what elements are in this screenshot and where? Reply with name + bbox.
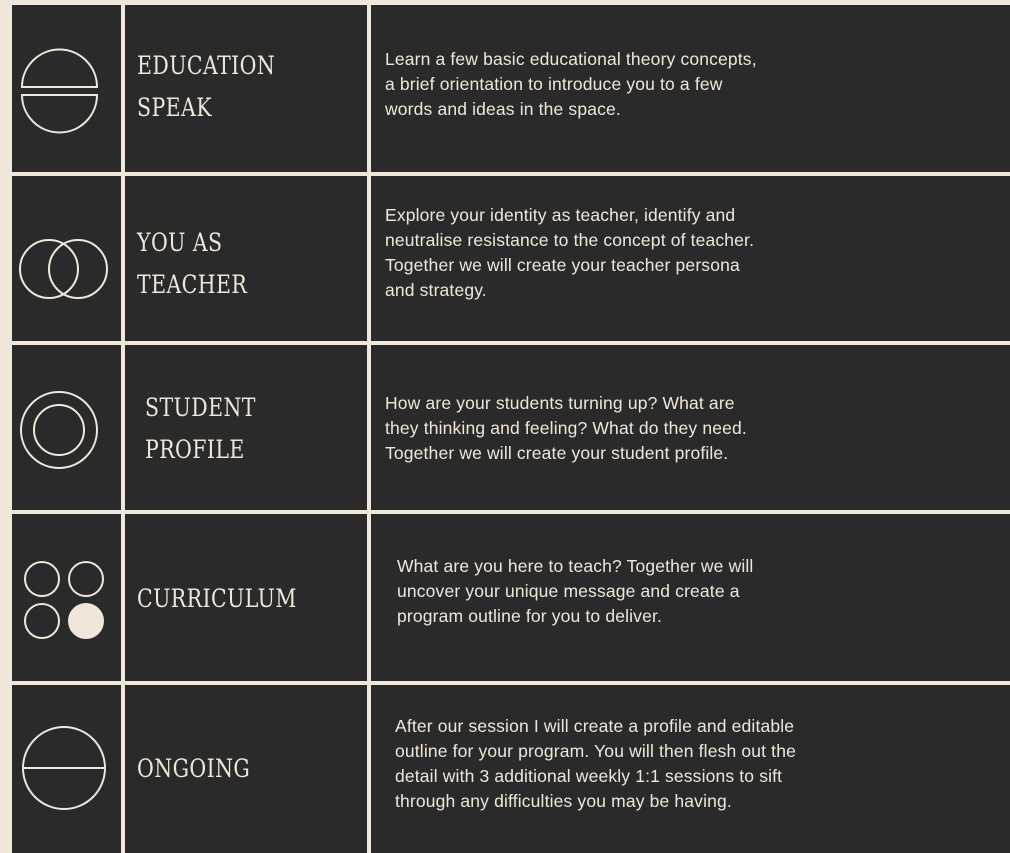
row-1-title-cell (125, 5, 367, 172)
concentric-circles-icon (12, 345, 121, 510)
overlapping-circles-icon (12, 176, 121, 341)
row-1-description-cell (371, 5, 1010, 172)
row-4-description-cell (371, 514, 1010, 681)
row-3-description-cell (371, 345, 1010, 510)
row-title: ONGOING (137, 754, 251, 783)
row-description: What are you here to teach? Together we will uncover your unique message and create a program outline for you to deliver. (397, 556, 754, 626)
row-4-icon-cell (12, 514, 121, 681)
row-description: After our session I will create a profile and editable outline for your program. You will then flesh out the detail with 3 additional weekly 1:1 sessions to sift through any difficulties you may be having. (395, 716, 796, 811)
row-1-icon-cell (12, 5, 121, 172)
four-circles-icon (12, 514, 121, 681)
divided-circle-icon (12, 685, 121, 853)
row-2-icon-cell (12, 176, 121, 341)
row-5-icon-cell (12, 685, 121, 853)
row-title: EDUCATION SPEAK (137, 51, 276, 122)
row-title: CURRICULUM (137, 584, 297, 613)
row-2-description-cell (371, 176, 1010, 341)
row-5-title-cell (125, 685, 367, 853)
row-description: Learn a few basic educational theory concepts, a brief orientation to introduce you to a few words and ideas in the space. (385, 49, 757, 119)
row-3-title-cell (125, 345, 367, 510)
row-3-icon-cell (12, 345, 121, 510)
row-5-description-cell (371, 685, 1010, 853)
row-description: How are your students turning up? What are they thinking and feeling? What do they need. Together we will create your student profile. (385, 393, 747, 463)
row-4-title-cell (125, 514, 367, 681)
row-2-title-cell (125, 176, 367, 341)
row-title: YOU AS TEACHER (137, 228, 248, 299)
stacked-semicircles-icon (12, 5, 121, 172)
row-title: STUDENT PROFILE (145, 393, 256, 464)
row-description: Explore your identity as teacher, identify and neutralise resistance to the concept of teacher. Together we will create your teacher persona and strategy. (385, 205, 755, 300)
